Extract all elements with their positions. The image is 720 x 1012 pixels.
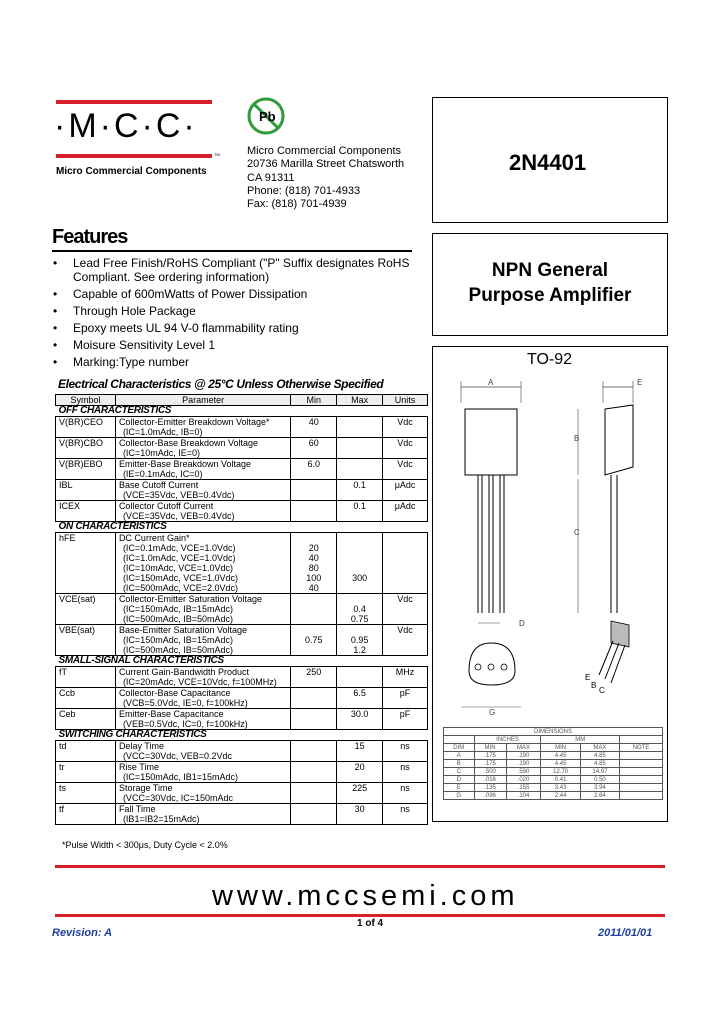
parameter-line: (IC=10mAdc, IE=0) [122, 448, 200, 458]
dim-cell: 0.50 [580, 776, 619, 784]
dim-cell: .135 [474, 784, 506, 792]
dim-label-d: D [519, 619, 525, 628]
min-value: 40 [308, 417, 319, 427]
min-value: 80 [308, 563, 319, 573]
dim-cell [620, 792, 663, 800]
unit: Vdc [397, 417, 413, 427]
symbol: tr [59, 762, 65, 772]
parameter-line: (VCC=30Vdc, VEB=0.2Vdc [122, 751, 232, 761]
feature-item: • Capable of 600mWatts of Power Dissipation [51, 287, 421, 301]
unit: Vdc [397, 459, 413, 469]
dim-cell: 4.85 [580, 760, 619, 768]
description-line-2: Purpose Amplifier [468, 285, 632, 306]
parameter-line: Base Cutoff Current [118, 480, 199, 490]
parameter-line: (IC=500mAdc, VCE=2.0Vdc) [122, 583, 238, 593]
package-box [432, 346, 668, 822]
max-value: 6.5 [353, 688, 366, 698]
parameter-line: (IB1=IB2=15mAdc) [122, 814, 200, 824]
table-row [56, 804, 428, 825]
parameter-line: (IC=500mAdc, IB=50mAdc) [122, 614, 233, 624]
revision: Revision: A [52, 927, 113, 939]
parameter-line: (IC=150mAdc, IB=15mAdc) [122, 635, 233, 645]
package-name: TO-92 [527, 351, 573, 368]
dim-label-g: G [489, 708, 496, 717]
dim-cell: A [444, 752, 475, 760]
dim-cell [620, 784, 663, 792]
feature-item: • Marking:Type number [51, 355, 421, 369]
dim-cell: 4.45 [541, 760, 580, 768]
dim-cell [620, 768, 663, 776]
features-list [51, 256, 421, 372]
min-value: 40 [308, 583, 319, 593]
table-row [56, 459, 428, 480]
unit: ns [400, 741, 410, 751]
page-number: 1 of 4 [357, 918, 384, 929]
dim-cell: .175 [474, 752, 506, 760]
symbol: V(BR)EBO [59, 459, 103, 469]
parameter-line: Fall Time [118, 804, 156, 814]
parameter-line: (IC=500mAdc, IB=50mAdc) [122, 645, 233, 655]
features-title: Features [52, 226, 128, 248]
dim-cell: .190 [506, 752, 541, 760]
dim-row [444, 784, 663, 792]
parameter-line: (VCE=35Vdc, VEB=0.4Vdc) [122, 490, 235, 500]
symbol: Ccb [59, 688, 76, 698]
package-drawing [433, 375, 669, 747]
parameter-line: Emitter-Base Capacitance [118, 709, 224, 719]
dim-label-b: B [574, 434, 580, 443]
table-row [56, 667, 428, 688]
unit: MHz [395, 667, 415, 677]
parameter-line: (IC=20mAdc, VCE=10Vdc, f=100MHz) [122, 677, 277, 687]
dim-col-header: NOTE [620, 744, 663, 752]
max-value [340, 563, 379, 573]
unit: μAdc [394, 480, 416, 490]
table-header: Units [383, 395, 428, 406]
max-value: 1.2 [353, 645, 366, 655]
package-body-front [465, 409, 517, 475]
dim-cell: 3.43 [541, 784, 580, 792]
dim-col-header: MAX [506, 744, 541, 752]
max-value: 20 [354, 762, 365, 772]
parameter-line: (IC=150mAdc, VCE=1.0Vdc) [122, 573, 238, 583]
feature-item: • Moisure Sensitivity Level 1 [51, 338, 421, 352]
dim-col-header: MAX [580, 744, 619, 752]
parameter-line: Collector-Emitter Breakdown Voltage* [118, 417, 270, 427]
dim-table-title: DIMENSIONS [444, 728, 663, 736]
min-value [294, 614, 333, 624]
dim-cell: 2.64 [580, 792, 619, 800]
section-header: ON CHARACTERISTICS [58, 521, 167, 532]
section-header: SMALL-SIGNAL CHARACTERISTICS [58, 655, 224, 666]
address-line: CA 91311 [247, 171, 295, 184]
parameter-line: Emitter-Base Breakdown Voltage [118, 459, 252, 469]
min-value: 0.75 [305, 635, 323, 645]
max-value: 225 [352, 783, 368, 793]
pb-free-icon [246, 96, 286, 136]
ec-title: Electrical Characteristics @ 25°C Unless Otherwise Specified [58, 377, 384, 391]
dim-cell: 4.45 [541, 752, 580, 760]
table-row [56, 594, 428, 625]
table-header: Min [291, 395, 337, 406]
parameter-line: Delay Time [118, 741, 164, 751]
max-value [340, 553, 379, 563]
parameter-line: Base-Emitter Saturation Voltage [118, 625, 248, 635]
unit: pF [399, 709, 411, 719]
dim-group-header: MM [541, 736, 620, 744]
table-row [56, 625, 428, 656]
date: 2011/01/01 [598, 927, 653, 939]
dim-row [444, 752, 663, 760]
dimension-table [443, 727, 663, 800]
parameter-line: (VCC=30Vdc, IC=150mAdc [122, 793, 233, 803]
unit: μAdc [394, 501, 416, 511]
min-value [294, 645, 333, 655]
min-value: 250 [306, 667, 322, 677]
min-value: 100 [306, 573, 322, 583]
dim-cell: 12.70 [541, 768, 580, 776]
table-header: Max [337, 395, 383, 406]
table-row [56, 533, 428, 594]
max-value: 0.4 [353, 604, 366, 614]
logo-tm: TM [214, 152, 220, 157]
table-row [56, 709, 428, 730]
dim-cell: 0.41 [541, 776, 580, 784]
parameter-line: Collector-Base Capacitance [118, 688, 231, 698]
table-row [56, 438, 428, 459]
dim-cell [620, 776, 663, 784]
symbol: tf [59, 804, 65, 814]
dim-col-header: DIM [444, 744, 475, 752]
description-box [432, 233, 668, 336]
parameter-line: (IE=0.1mAdc, IC=0) [122, 469, 203, 479]
dim-label-c: C [574, 528, 580, 537]
symbol: ICEX [59, 501, 81, 511]
unit: ns [400, 762, 410, 772]
dim-col-header: MIN [474, 744, 506, 752]
parameter-line: Collector Cutoff Current [118, 501, 214, 511]
feature-item: • Lead Free Finish/RoHS Compliant ("P" Suffix designates RoHS Compliant. See ordering information) [51, 256, 421, 284]
max-value: 0.95 [350, 635, 369, 645]
dim-cell: G [444, 792, 475, 800]
feature-item: • Epoxy meets UL 94 V-0 flammability rating [51, 321, 421, 335]
dim-cell: D [444, 776, 475, 784]
logo-bar-bottom [56, 154, 212, 158]
parameter-line: Collector-Emitter Saturation Voltage [118, 594, 263, 604]
logo: ·M·C·C· [54, 107, 198, 145]
dim-cell: .096 [474, 792, 506, 800]
min-value: 60 [308, 438, 319, 448]
address-line: Phone: (818) 701-4933 [247, 184, 361, 197]
pin-label-e: E [585, 673, 591, 682]
parameter-line: (VCB=5.0Vdc, IE=0, f=100kHz) [122, 698, 248, 708]
parameter-line: DC Current Gain* [118, 533, 190, 543]
address-block [247, 145, 404, 211]
features-underline [52, 250, 412, 252]
table-row [56, 501, 428, 522]
symbol: VBE(sat) [59, 625, 96, 635]
min-value: 6.0 [307, 459, 321, 469]
table-row [56, 688, 428, 709]
max-value: 30.0 [350, 709, 369, 719]
table-header: Parameter [115, 395, 290, 406]
parameter-line: (IC=10mAdc, VCE=1.0Vdc) [122, 563, 233, 573]
max-value: 0.75 [350, 614, 369, 624]
max-value: 30 [354, 804, 365, 814]
symbol: hFE [59, 533, 76, 543]
dim-cell: 4.85 [580, 752, 619, 760]
symbol: V(BR)CBO [59, 438, 104, 448]
dim-cell: .175 [474, 760, 506, 768]
min-value: 20 [308, 543, 319, 553]
max-value: 300 [352, 573, 368, 583]
dim-cell: .016 [474, 776, 506, 784]
part-number-box [432, 97, 668, 223]
unit: ns [400, 804, 410, 814]
parameter-line: (IC=0.1mAdc, VCE=1.0Vdc) [122, 543, 236, 553]
parameter-line: (IC=1.0mAdc, VCE=1.0Vdc) [122, 553, 236, 563]
electrical-characteristics-table [55, 394, 428, 825]
dim-label-e: E [637, 378, 643, 387]
dim-col-header: MIN [541, 744, 580, 752]
feature-item: • Through Hole Package [51, 304, 421, 318]
dim-row [444, 768, 663, 776]
min-value [294, 625, 333, 635]
package-3d-view [611, 621, 629, 647]
dim-cell: .590 [506, 768, 541, 776]
unit: Vdc [397, 438, 413, 448]
pin-label-b: B [591, 681, 597, 690]
dim-cell: E [444, 784, 475, 792]
unit: pF [399, 688, 411, 698]
max-value: 0.1 [353, 501, 366, 511]
symbol: ts [59, 783, 67, 793]
section-header: SWITCHING CHARACTERISTICS [58, 729, 207, 740]
max-value [340, 625, 379, 635]
address-line: Fax: (818) 701-4939 [247, 198, 347, 211]
pb-label: Pb [259, 109, 276, 124]
parameter-line: (VEB=0.5Vdc, IC=0, f=100kHz) [122, 719, 248, 729]
section-header: OFF CHARACTERISTICS [58, 405, 172, 416]
table-row [56, 783, 428, 804]
max-value [340, 533, 379, 543]
package-body-side [605, 405, 633, 475]
dim-row [444, 776, 663, 784]
logo-bar-top [56, 100, 212, 104]
logo-caption: Micro Commercial Components [56, 166, 207, 177]
pin-label-c: C [599, 686, 605, 695]
dim-cell [620, 752, 663, 760]
max-value [340, 594, 379, 604]
symbol: td [59, 741, 67, 751]
dim-cell: 2.44 [541, 792, 580, 800]
dim-cell: .155 [506, 784, 541, 792]
table-header: Symbol [56, 395, 116, 406]
footer-bar-top [55, 865, 665, 868]
dim-cell: .020 [506, 776, 541, 784]
part-number: 2N4401 [509, 150, 587, 175]
dim-cell: 3.94 [580, 784, 619, 792]
symbol: fT [59, 667, 67, 677]
parameter-line: (IC=150mAdc, IB1=15mAdc) [122, 772, 238, 782]
max-value: 0.1 [353, 480, 366, 490]
unit: Vdc [397, 625, 413, 635]
parameter-line: (IC=1.0mAdc, IB=0) [122, 427, 203, 437]
parameter-line: Rise Time [118, 762, 159, 772]
symbol: VCE(sat) [59, 594, 96, 604]
parameter-line: (IC=150mAdc, IB=15mAdc) [122, 604, 233, 614]
dim-cell [620, 760, 663, 768]
unit: ns [400, 783, 410, 793]
min-value [294, 604, 333, 614]
ec-table-wrap [55, 394, 428, 825]
dim-cell: B [444, 760, 475, 768]
address-line: Micro Commercial Components [247, 145, 402, 157]
min-value [294, 594, 333, 604]
parameter-line: (VCE=35Vdc, VEB=0.4Vdc) [122, 511, 235, 521]
max-value: 15 [354, 741, 365, 751]
table-row [56, 417, 428, 438]
dim-cell: .190 [506, 760, 541, 768]
table-row [56, 741, 428, 762]
symbol: IBL [59, 480, 73, 490]
parameter-line: Collector-Base Breakdown Voltage [118, 438, 259, 448]
dim-cell: 14.97 [580, 768, 619, 776]
min-value [294, 533, 333, 543]
parameter-line: Storage Time [118, 783, 173, 793]
dim-cell: C [444, 768, 475, 776]
website[interactable]: www.mccsemi.com [212, 880, 519, 912]
footer-bar-bottom [55, 914, 665, 917]
dim-row [444, 760, 663, 768]
dim-cell: .104 [506, 792, 541, 800]
dim-row [444, 792, 663, 800]
ec-footnote: *Pulse Width < 300μs, Duty Cycle < 2.0% [62, 840, 228, 850]
parameter-line: Current Gain-Bandwidth Product [118, 667, 250, 677]
dim-group-header: INCHES [474, 736, 541, 744]
max-value [340, 543, 379, 553]
dim-cell: .500 [474, 768, 506, 776]
unit: Vdc [397, 594, 413, 604]
min-value: 40 [308, 553, 319, 563]
address-line: 20736 Marilla Street Chatsworth [247, 158, 405, 171]
table-row [56, 762, 428, 783]
description-line-1: NPN General [491, 260, 609, 281]
max-value [340, 583, 379, 593]
dim-label-a: A [488, 378, 494, 387]
symbol: Ceb [59, 709, 76, 719]
symbol: V(BR)CEO [59, 417, 104, 427]
table-row [56, 480, 428, 501]
